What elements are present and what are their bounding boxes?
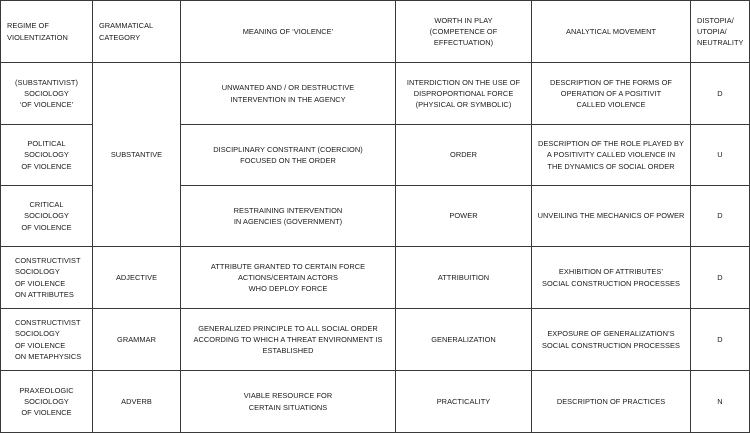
meaning-cell: GENERALIZED PRINCIPLE TO ALL SOCIAL ORDER ACCORDING TO WHICH A THREAT ENVIRONMENT IS ESTABLISHED <box>181 309 396 371</box>
category-cell: ADJECTIVE <box>93 247 181 309</box>
movement-cell: UNVEILING THE MECHANICS OF POWER <box>532 186 691 247</box>
header-worth: WORTH IN PLAY (COMPETENCE OF EFFECTUATION) <box>396 1 532 63</box>
meaning-cell: UNWANTED AND / OR DESTRUCTIVE INTERVENTION IN THE AGENCY <box>181 63 396 125</box>
regime-cell: POLITICAL SOCIOLOGY OF VIOLENCE <box>1 125 93 186</box>
table-row <box>1 371 750 433</box>
movement-cell: EXPOSURE OF GENERALIZATION’S SOCIAL CONSTRUCTION PROCESSES <box>532 309 691 371</box>
worth-cell: ATTRIBUITION <box>396 247 532 309</box>
header-distopia: DISTOPIA/ UTOPIA/ NEUTRALITY <box>691 1 750 63</box>
header-movement: ANALYTICAL MOVEMENT <box>532 1 691 63</box>
header-regime: REGIME OF VIOLENTIZATION <box>1 1 93 63</box>
movement-cell: EXHIBITION OF ATTRIBUTES’ SOCIAL CONSTRUCTION PROCESSES <box>532 247 691 309</box>
distopia-cell: D <box>691 186 750 247</box>
movement-cell: DESCRIPTION OF PRACTICES <box>532 371 691 433</box>
worth-cell: INTERDICTION ON THE USE OF DISPROPORTIONAL FORCE (PHYSICAL OR SYMBOLIC) <box>396 63 532 125</box>
header-meaning: MEANING OF ‘VIOLENCE’ <box>181 1 396 63</box>
regime-cell: PRAXEOLOGIC SOCIOLOGY OF VIOLENCE <box>1 371 93 433</box>
regime-cell: (SUBSTANTIVIST) SOCIOLOGY ‘OF VIOLENCE’ <box>1 63 93 125</box>
header-row <box>1 1 750 63</box>
category-cell: SUBSTANTIVE <box>93 63 181 247</box>
distopia-cell: D <box>691 309 750 371</box>
meaning-cell: ATTRIBUTE GRANTED TO CERTAIN FORCE ACTIONS/CERTAIN ACTORS WHO DEPLOY FORCE <box>181 247 396 309</box>
category-cell: GRAMMAR <box>93 309 181 371</box>
category-cell: ADVERB <box>93 371 181 433</box>
worth-cell: PRACTICALITY <box>396 371 532 433</box>
distopia-cell: D <box>691 247 750 309</box>
regime-cell: CRITICAL SOCIOLOGY OF VIOLENCE <box>1 186 93 247</box>
movement-cell: DESCRIPTION OF THE FORMS OF OPERATION OF A POSITIVIT CALLED VIOLENCE <box>532 63 691 125</box>
table-row <box>1 247 750 309</box>
movement-cell: DESCRIPTION OF THE ROLE PLAYED BY A POSITIVITY CALLED VIOLENCE IN THE DYNAMICS OF SOCIAL ORDER <box>532 125 691 186</box>
worth-cell: POWER <box>396 186 532 247</box>
header-category: GRAMMATICAL CATEGORY <box>93 1 181 63</box>
distopia-cell: D <box>691 63 750 125</box>
meaning-cell: VIABLE RESOURCE FOR CERTAIN SITUATIONS <box>181 371 396 433</box>
worth-cell: ORDER <box>396 125 532 186</box>
regime-cell: CONSTRUCTIVIST SOCIOLOGY OF VIOLENCE ON METAPHYSICS <box>1 309 93 371</box>
distopia-cell: N <box>691 371 750 433</box>
regime-cell: CONSTRUCTIVIST SOCIOLOGY OF VIOLENCE ON ATTRIBUTES <box>1 247 93 309</box>
table-row <box>1 63 750 125</box>
table-row <box>1 309 750 371</box>
distopia-cell: U <box>691 125 750 186</box>
worth-cell: GENERALIZATION <box>396 309 532 371</box>
meaning-cell: DISCIPLINARY CONSTRAINT (COERCION) FOCUSED ON THE ORDER <box>181 125 396 186</box>
meaning-cell: RESTRAINING INTERVENTION IN AGENCIES (GOVERNMENT) <box>181 186 396 247</box>
